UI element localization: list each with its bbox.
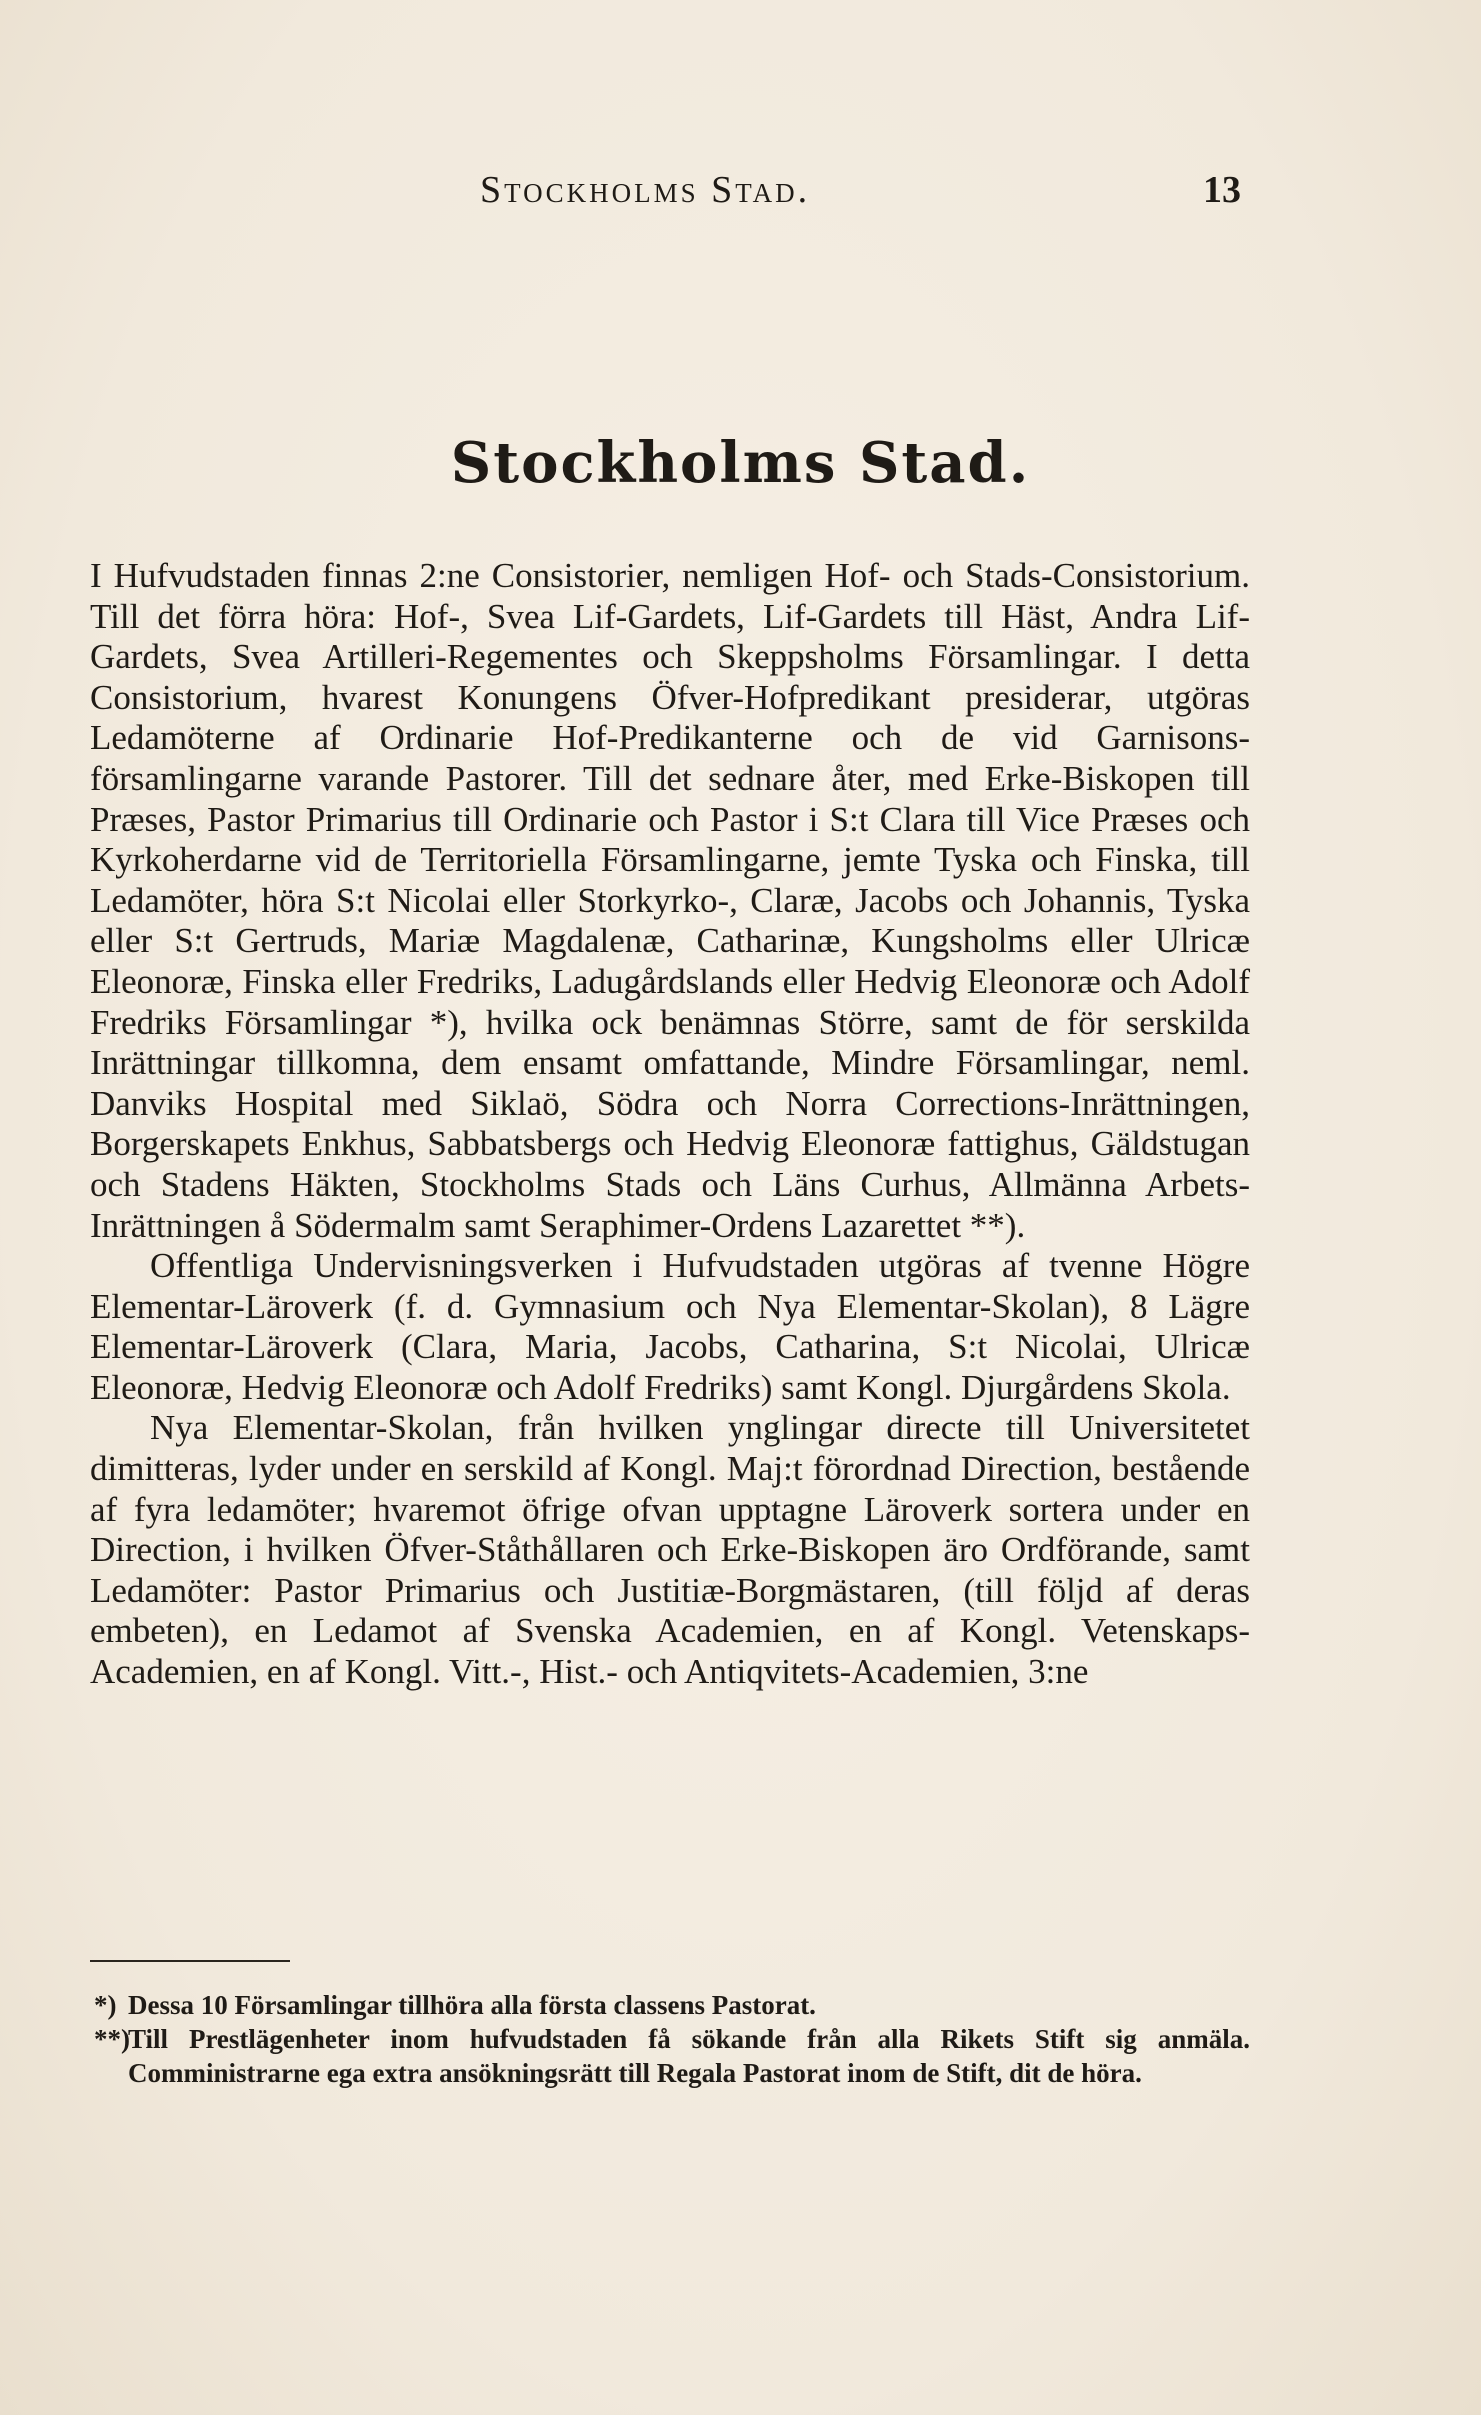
page-number: 13 xyxy=(1203,169,1241,211)
paragraph-schools: Offentliga Undervisningsverken i Hufvudstaden utgöras af tvenne Högre Elementar-Läroverk (f. d. Gymnasium och Nya Elementar-Skolan), 8 Lägre Elementar-Läroverk (Clara, Maria, Jacobs, Catharina, S:t Nicolai, Ulricæ Eleonoræ, Hedvig Eleonoræ och Adolf Fredriks) samt Kongl. Djurgårdens Skola. xyxy=(90,1246,1250,1407)
footnote-mark: **) xyxy=(94,2024,130,2054)
footnote-text: Till Prestlägenheter inom hufvudstaden få sökande från alla Rikets Stift sig anmäla. Comministrarne ega extra ansökningsrätt till Regala Pastorat inom de Stift, dit de höra. xyxy=(128,2024,1250,2088)
paragraph-consistories: I Hufvudstaden finnas 2:ne Consistorier, nemligen Hof- och Stads-Consistorium. Till det förra höra: Hof-, Svea Lif-Gardets, Lif-Gardets till Häst, Andra Lif-Gardets, Svea Artilleri-Regementes och Skeppsholms Församlingar. I detta Consistorium, hvarest Konungens Öfver-Hofpredikant presiderar, utgöras Ledamöterne af Ordinarie Hof-Predikanterne och de vid Garnisons-församlingarne varande Pastorer. Till det sednare åter, med Erke-Biskopen till Præses, Pastor Primarius till Ordinarie och Pastor i S:t Clara till Vice Præses och Kyrkoherdarne vid de Territoriella Församlingarne, jemte Tyska och Finska, till Ledamöter, höra S:t Nicolai eller Storkyrko-, Claræ, Jacobs och Johannis, Tyska eller S:t Gertruds, Mariæ Magdalenæ, Catharinæ, Kungsholms eller Ulricæ Eleonoræ, Finska eller Fredriks, Ladugårdslands eller Hedvig Eleonoræ och Adolf Fredriks Församlingar *), hvilka ock benämnas Större, samt de för serskilda Inrättningar tillkomna, dem ensamt omfattande, Mindre Församlingar, neml. Danviks Hospital med Siklaö, Södra och Norra Corrections-Inrättningen, Borgerskapets Enkhus, Sabbatsbergs och Hedvig Eleonoræ fattighus, Gäldstugan och Stadens Häkten, Stockholms Stads och Läns Curhus, Allmänna Arbets-Inrättningen å Södermalm samt Seraphimer-Ordens Lazarettet **). xyxy=(90,556,1250,1245)
section-title: Stockholms Stad. xyxy=(450,430,1031,496)
footnote xyxy=(94,2022,1250,2090)
footnote-rule xyxy=(90,1960,290,1962)
body-text xyxy=(90,556,1250,1693)
paragraph-elementary-school: Nya Elementar-Skolan, från hvilken ynglingar directe till Universitetet dimitteras, lyder under en serskild af Kongl. Maj:t förordnad Direction, bestående af fyra ledamöter; hvaremot öfrige ofvan upptagne Läroverk sortera under en Direction, i hvilken Öfver-Ståthållaren och Erke-Biskopen äro Ordförande, samt Ledamöter: Pastor Primarius och Justitiæ-Borgmästaren, (till följd af deras embeten), en Ledamot af Svenska Academien, en af Kongl. Vetenskaps-Academien, en af Kongl. Vitt.-, Hist.- och Antiqvitets-Academien, 3:ne xyxy=(90,1408,1250,1692)
footnote xyxy=(94,1988,1250,2022)
footnote-text: Dessa 10 Församlingar tillhöra alla första classens Pastorat. xyxy=(128,1990,816,2020)
running-head xyxy=(90,168,1241,212)
running-title: Stockholms Stad. xyxy=(480,169,811,211)
footnote-mark: *) xyxy=(94,1990,117,2020)
footnotes xyxy=(94,1988,1250,2090)
